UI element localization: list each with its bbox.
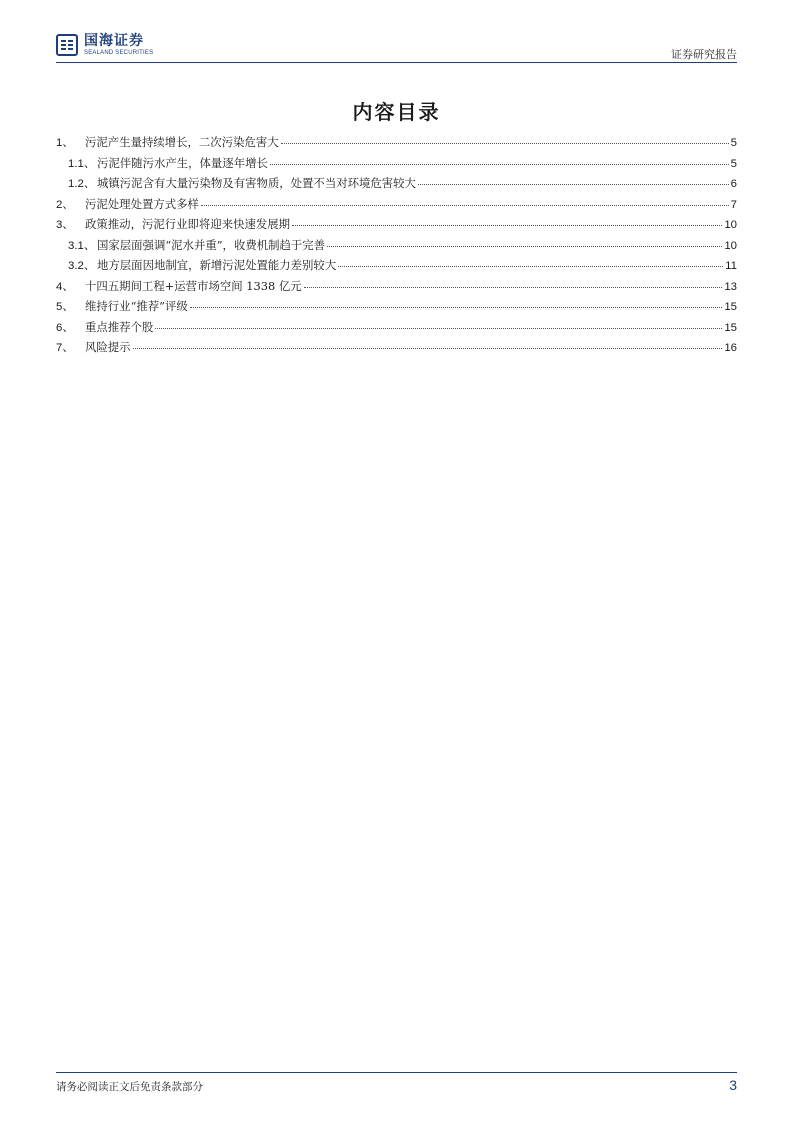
logo-chinese-name: 国海证券 — [84, 33, 144, 49]
report-type-label: 证券研究报告 — [671, 48, 737, 61]
toc-entry-page: 10 — [724, 219, 737, 231]
toc-entry-label: 维持行业“推荐”评级 — [85, 299, 188, 313]
toc-entry[interactable] — [56, 319, 737, 340]
toc-leader-dots — [304, 287, 723, 288]
toc-entry[interactable] — [56, 298, 737, 319]
toc-entry[interactable] — [56, 134, 737, 155]
toc-entry-number: 3.2、 — [68, 260, 96, 272]
toc-leader-dots — [133, 348, 723, 349]
toc-title: 内容目录 — [352, 100, 441, 124]
toc-entry[interactable] — [56, 237, 737, 258]
toc-entry-number: 1.1、 — [68, 157, 96, 170]
toc-entry-number: 1、 — [56, 137, 74, 149]
toc-entry-number: 4、 — [56, 280, 74, 293]
toc-entry-page: 5 — [730, 137, 737, 149]
table-of-contents — [56, 134, 737, 360]
toc-leader-dots — [201, 205, 729, 206]
toc-entry-label: 污泥伴随污水产生，体量逐年增长 — [97, 155, 268, 170]
toc-entry[interactable] — [56, 339, 737, 360]
sealand-logo-icon — [56, 34, 78, 56]
toc-entry-page: 13 — [724, 280, 737, 293]
toc-entry[interactable] — [56, 257, 737, 278]
toc-entry-label: 地方层面因地制宜，新增污泥处置能力差别较大 — [97, 258, 337, 272]
page-number: 3 — [729, 1077, 737, 1093]
toc-entry-page: 10 — [724, 239, 737, 252]
toc-entry-number: 3.1、 — [68, 239, 96, 252]
toc-leader-dots — [190, 307, 723, 308]
page-header — [56, 34, 737, 63]
toc-leader-dots — [292, 225, 722, 226]
toc-entry-label: 国家层面强调“泥水并重”，收费机制趋于完善 — [97, 237, 326, 252]
toc-leader-dots — [155, 328, 722, 329]
toc-entry-label: 十四五期间工程+运营市场空间 1338 亿元 — [85, 278, 302, 293]
toc-entry-page: 16 — [724, 342, 737, 354]
toc-entry[interactable] — [56, 155, 737, 176]
toc-entry-number: 3、 — [56, 219, 74, 231]
toc-entry-page: 15 — [724, 321, 737, 334]
logo-english-name: SEALAND SECURITIES — [84, 50, 154, 56]
toc-entry-page: 5 — [730, 157, 737, 170]
toc-entry-number: 1.2、 — [68, 178, 96, 190]
toc-entry-page: 6 — [730, 178, 737, 190]
toc-entry-label: 政策推动，污泥行业即将迎来快速发展期 — [85, 217, 291, 231]
toc-entry[interactable] — [56, 196, 737, 217]
toc-leader-dots — [281, 143, 729, 144]
toc-entry-label: 风险提示 — [85, 340, 131, 354]
toc-leader-dots — [338, 266, 723, 267]
page-footer — [56, 1072, 737, 1103]
toc-entry-label: 污泥处理处置方式多样 — [85, 196, 199, 211]
toc-entry[interactable] — [56, 175, 737, 196]
toc-entry-number: 2、 — [56, 198, 74, 211]
toc-leader-dots — [270, 164, 729, 165]
disclaimer-note: 请务必阅读正文后免责条款部分 — [56, 1081, 203, 1093]
toc-entry-label: 城镇污泥含有大量污染物及有害物质，处置不当对环境危害较大 — [97, 176, 416, 190]
toc-entry-number: 6、 — [56, 321, 74, 334]
toc-entry-page: 7 — [730, 198, 737, 211]
toc-entry[interactable] — [56, 278, 737, 299]
toc-entry[interactable] — [56, 216, 737, 237]
toc-entry-page: 11 — [725, 260, 737, 272]
toc-entry-label: 污泥产生量持续增长，二次污染危害大 — [85, 135, 279, 149]
toc-entry-number: 5、 — [56, 301, 74, 313]
toc-leader-dots — [327, 246, 722, 247]
toc-entry-label: 重点推荐个股 — [85, 319, 154, 334]
company-logo — [56, 34, 153, 60]
toc-entry-page: 15 — [724, 301, 737, 313]
toc-entry-number: 7、 — [56, 342, 74, 354]
toc-leader-dots — [418, 184, 729, 185]
